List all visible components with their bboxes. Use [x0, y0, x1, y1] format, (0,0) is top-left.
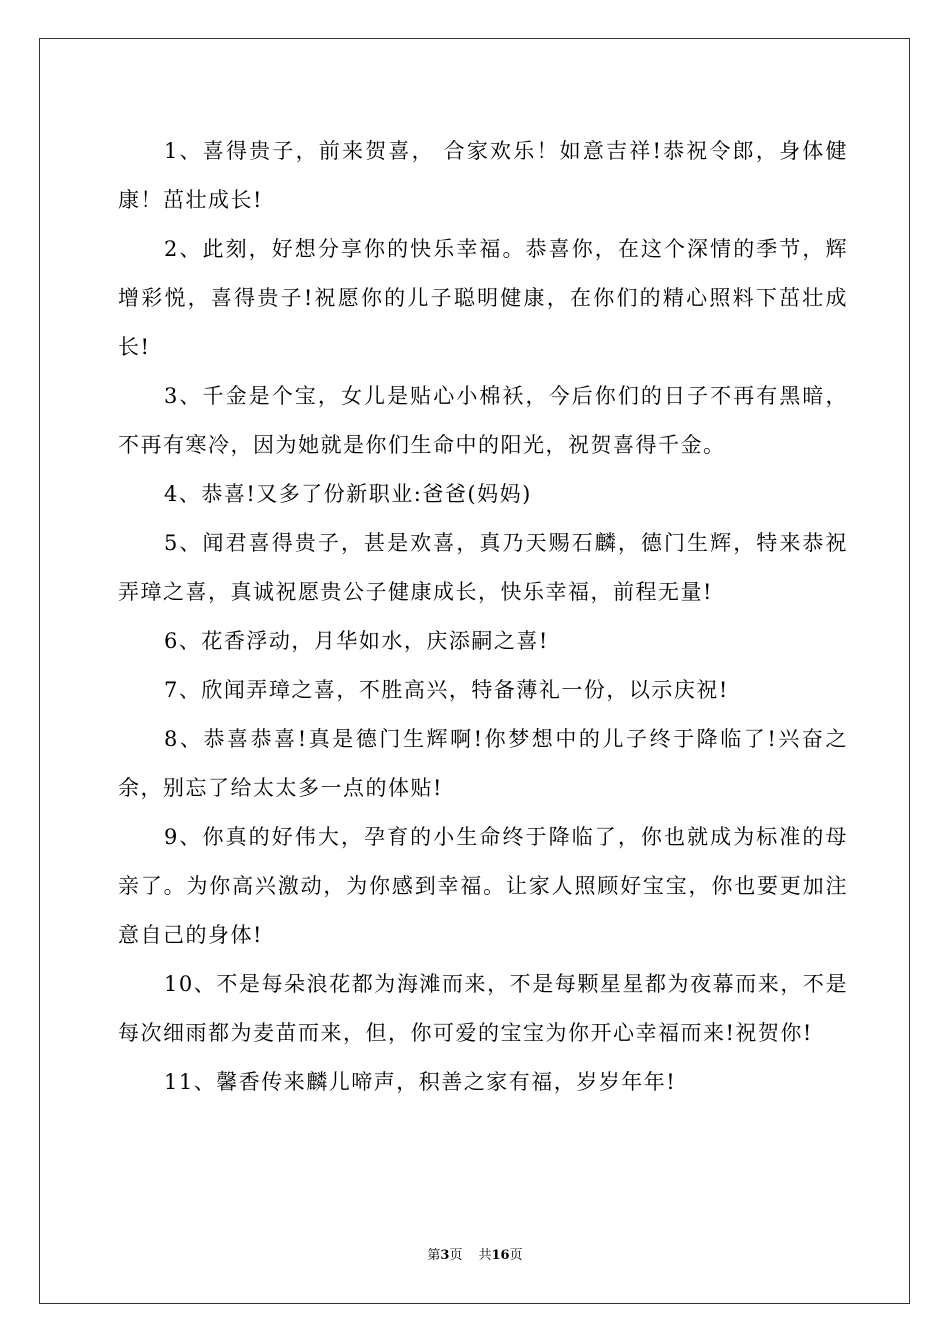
total-prefix: 共 [478, 1248, 492, 1263]
page-footer [0, 1246, 950, 1266]
paragraph-11: 11、馨香传来麟儿啼声，积善之家有福，岁岁年年! [164, 1070, 677, 1094]
total-suffix: 页 [509, 1248, 523, 1263]
page-suffix: 页 [449, 1248, 463, 1263]
paragraph-2: 2、此刻，好想分享你的快乐幸福。恭喜你，在这个深情的季节，辉增彩悦，喜得贵子!祝愿你的儿子聪明健康，在你们的精心照料下茁壮成长! [118, 237, 848, 359]
paragraph-10: 10、不是每朵浪花都为海滩而来，不是每颗星星都为夜幕而来，不是每次细雨都为麦苗而来，但，你可爱的宝宝为你开心幸福而来!祝贺你! [118, 972, 848, 1045]
page-number: 3 [440, 1248, 450, 1263]
document-body [118, 127, 848, 1107]
total-pages: 16 [491, 1248, 510, 1263]
paragraph-1: 1、喜得贵子，前来贺喜， 合家欢乐！如意吉祥!恭祝令郎，身体健康！茁壮成长! [118, 139, 848, 212]
page-prefix: 第 [427, 1248, 441, 1263]
paragraph-5: 5、闻君喜得贵子，甚是欢喜，真乃天赐石麟，德门生辉，特来恭祝弄璋之喜，真诚祝愿贵公子健康成长，快乐幸福，前程无量! [118, 531, 848, 604]
paragraph-7: 7、欣闻弄璋之喜，不胜高兴，特备薄礼一份，以示庆祝! [164, 678, 729, 702]
paragraph-8: 8、恭喜恭喜!真是德门生辉啊!你梦想中的儿子终于降临了!兴奋之余，别忘了给太太多一点的体贴! [118, 727, 848, 800]
paragraph-6: 6、花香浮动，月华如水，庆添嗣之喜! [164, 629, 549, 653]
paragraph-9: 9、你真的好伟大，孕育的小生命终于降临了，你也就成为标准的母亲了。为你高兴激动，为你感到幸福。让家人照顾好宝宝，你也要更加注意自己的身体! [118, 825, 848, 947]
paragraph-4: 4、恭喜!又多了份新职业:爸爸(妈妈) [164, 482, 532, 506]
paragraph-3: 3、千金是个宝，女儿是贴心小棉袄，今后你们的日子不再有黑暗，不再有寒冷，因为她就是你们生命中的阳光，祝贺喜得千金。 [118, 384, 848, 457]
